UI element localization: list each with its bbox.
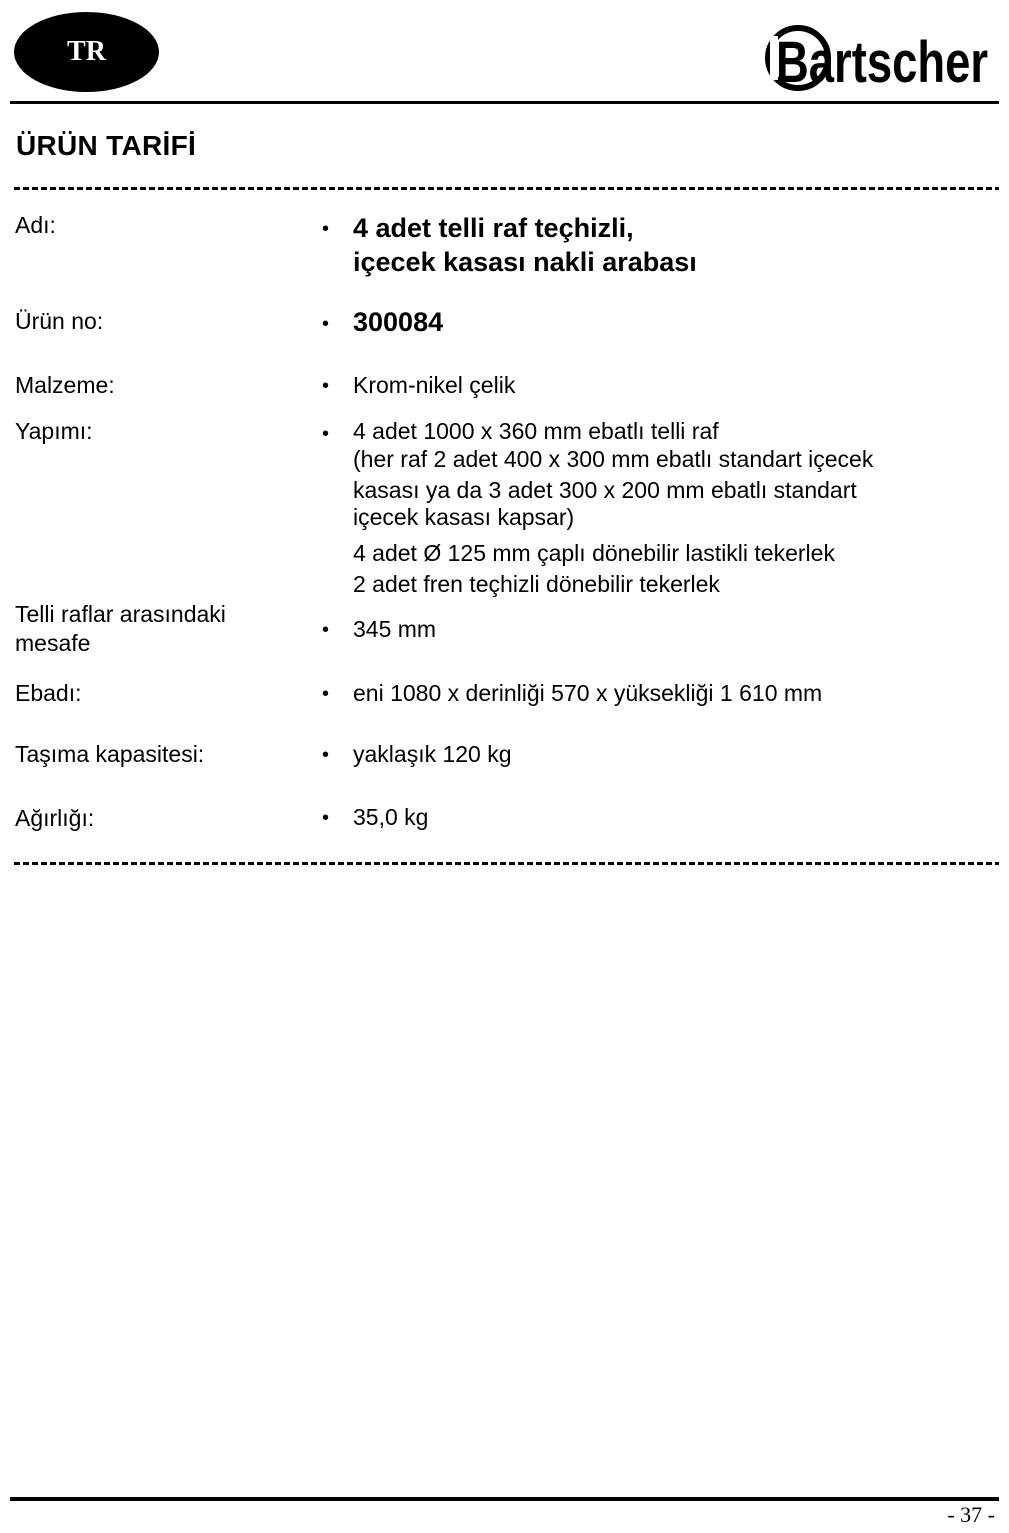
load-capacity-value: yaklaşık 120 kg <box>353 741 512 767</box>
spec-label-load-capacity: Taşıma kapasitesi: <box>15 741 205 767</box>
dimensions-value: eni 1080 x derinliği 570 x yüksekliği 1 610 mm <box>353 680 823 706</box>
dashed-divider-top <box>14 187 999 190</box>
spec-label-weight: Ağırlığı: <box>15 805 95 831</box>
construction-line-5: 4 adet Ø 125 mm çaplı dönebilir lastikli tekerlek <box>353 540 835 566</box>
construction-line-2: (her raf 2 adet 400 x 300 mm ebatlı standart içecek <box>353 446 874 472</box>
product-name-line-2: içecek kasası nakli arabası <box>353 247 697 277</box>
section-title: ÜRÜN TARİFİ <box>16 130 197 161</box>
bartscher-logo <box>764 22 994 94</box>
page-number: - 37 - <box>947 1502 995 1527</box>
header-divider <box>10 101 999 104</box>
language-badge <box>14 12 159 92</box>
bullet: • <box>322 807 330 829</box>
construction-line-1: 4 adet 1000 x 360 mm ebatlı telli raf <box>353 418 719 444</box>
spec-label-shelf-spacing-line-2: mesafe <box>15 630 91 656</box>
spec-label-name: Adı: <box>15 212 56 238</box>
spec-label-dimensions: Ebadı: <box>15 680 82 706</box>
product-number-value: 300084 <box>353 307 444 337</box>
footer-divider <box>10 1497 999 1501</box>
construction-line-3: kasası ya da 3 adet 300 x 200 mm ebatlı standart <box>353 477 857 503</box>
bullet: • <box>322 744 330 766</box>
spec-label-material: Malzeme: <box>15 372 115 398</box>
construction-line-6: 2 adet fren teçhizli dönebilir tekerlek <box>353 571 720 597</box>
svg-text:Bartscher: Bartscher <box>776 30 988 94</box>
product-name-line-1: 4 adet telli raf teçhizli, <box>353 213 634 243</box>
bullet: • <box>322 218 330 240</box>
construction-line-4: içecek kasası kapsar) <box>353 504 575 530</box>
material-value: Krom-nikel çelik <box>353 372 516 398</box>
spec-label-shelf-spacing-line-1: Telli raflar arasındaki <box>15 601 226 627</box>
bullet: • <box>322 619 330 641</box>
bullet: • <box>322 313 330 335</box>
shelf-spacing-value: 345 mm <box>353 616 437 642</box>
language-badge-label: TR <box>67 36 106 67</box>
spec-label-product-number: Ürün no: <box>15 308 104 334</box>
bullet: • <box>322 375 330 397</box>
bullet: • <box>322 683 330 705</box>
bullet: • <box>322 423 330 445</box>
weight-value: 35,0 kg <box>353 804 429 830</box>
spec-label-construction: Yapımı: <box>15 418 93 444</box>
dashed-divider-bottom <box>14 862 999 865</box>
